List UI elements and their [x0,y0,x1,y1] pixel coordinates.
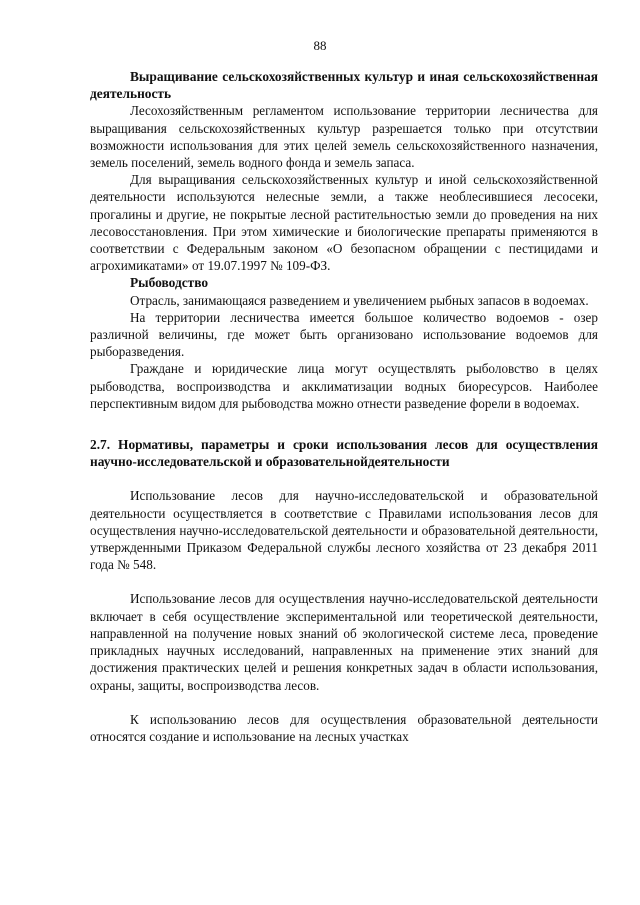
paragraph: Использование лесов для научно-исследовательской и образовательной деятельности осуществляется в соответствие с Правилами использования лесов для осуществления научно-исследовательской деятельности и образовательной деятельности, утвержденными Приказом Федеральной службы лесного хозяйства от 23 декабря 2011 года № 548. [90,488,598,573]
section-heading: 2.7. Нормативы, параметры и сроки использования лесов для осуществления научно-исследовательской и образовательнойдеятельности [90,437,598,470]
paragraph: Отрасль, занимающаяся разведением и увеличением рыбных запасов в водоемах. [130,292,589,308]
heading-agriculture: Выращивание сельскохозяйственных культур и иная сельскохозяйственная деятельность [90,69,598,102]
paragraph: На территории лесничества имеется большое количество водоемов - озер различной величины, где может быть организовано использование водоемов для рыборазведения. [90,309,598,360]
paragraph: Для выращивания сельскохозяйственных культур и иной сельскохозяйственной деятельности используются нелесные земли, а также необлесившиеся лесосеки, прогалины и другие, не покрытые лесной растительностью земли до проведения на них лесовосстановления. При этом химические и биологические препараты применяются в соответствии с Федеральным законом «О безопасном обращении с пестицидами и агрохимикатами» от 19.07.1997 № 109-ФЗ. [90,172,598,274]
paragraph: Использование лесов для осуществления научно-исследовательской деятельности включает в себя осуществление экспериментальной или теоретической деятельности, направленной на получение новых знаний об экологической системе леса, проведение прикладных научных исследований, направленных на применение этих знаний для достижения практических целей и решения конкретных задач в области использования, охраны, защиты, воспроизводства лесов. [90,591,598,693]
page-number: 88 [313,38,327,53]
document-body [90,68,598,745]
heading-fish-farming: Рыбоводство [130,275,209,291]
paragraph: Лесохозяйственным регламентом использование территории лесничества для выращивания сельскохозяйственных культур разрешается только при отсутствии возможности использования для этих целей земель сельскохозяйственного назначения, земель поселений, земель водного фонда и земель запаса. [90,103,598,171]
paragraph: Граждане и юридические лица могут осуществлять рыболовство в целях рыбоводства, воспроизводства и акклиматизации водных биоресурсов. Наиболее перспективным видом для рыбоводства можно отнести разведение форели в водоемах. [90,361,598,411]
paragraph: К использованию лесов для осуществления образовательной деятельности относятся создание и использование на лесных участках [90,711,598,744]
